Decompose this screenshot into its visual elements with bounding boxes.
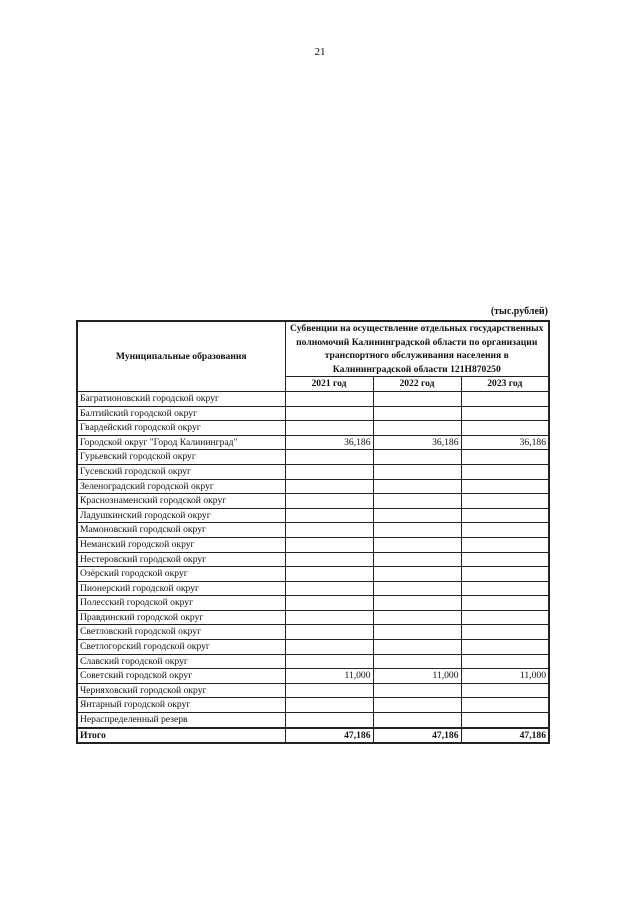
value-cell	[373, 537, 461, 552]
table-row	[77, 610, 549, 625]
value-cell	[285, 494, 373, 509]
value-cell	[373, 552, 461, 567]
municipality-name: Ладушкинский городской округ	[77, 508, 285, 523]
value-cell	[461, 508, 549, 523]
value-cell	[373, 683, 461, 698]
value-cell	[285, 508, 373, 523]
municipality-name: Правдинский городской округ	[77, 610, 285, 625]
value-cell	[461, 625, 549, 640]
value-cell	[461, 406, 549, 421]
table-row	[77, 479, 549, 494]
table-row	[77, 464, 549, 479]
municipality-name: Нераспределенный резерв	[77, 713, 285, 728]
column-header-year: 2023 год	[461, 377, 549, 392]
value-cell	[285, 464, 373, 479]
value-cell	[285, 391, 373, 406]
value-cell	[373, 654, 461, 669]
municipality-name: Зеленоградский городской округ	[77, 479, 285, 494]
value-cell	[373, 450, 461, 465]
table-row	[77, 523, 549, 538]
value-cell: 36,186	[285, 435, 373, 450]
value-cell	[373, 610, 461, 625]
value-cell: 11,000	[285, 669, 373, 684]
table-body	[77, 391, 549, 743]
value-cell	[285, 450, 373, 465]
municipality-name: Черняховский городской округ	[77, 683, 285, 698]
value-cell	[373, 421, 461, 436]
column-header-year: 2022 год	[373, 377, 461, 392]
column-header-subvention: Субвенции на осуществление отдельных государственных полномочий Калининградской области по организации транспортного обслуживания населения в Калининградской области 121Н870250	[285, 321, 549, 377]
value-cell	[373, 523, 461, 538]
value-cell	[373, 464, 461, 479]
table-row	[77, 596, 549, 611]
value-cell	[373, 406, 461, 421]
value-cell	[373, 567, 461, 582]
table-row	[77, 567, 549, 582]
column-header-year: 2021 год	[285, 377, 373, 392]
value-cell	[373, 596, 461, 611]
municipality-name: Озёрский городской округ	[77, 567, 285, 582]
value-cell	[461, 596, 549, 611]
municipality-name: Багратионовский городской округ	[77, 391, 285, 406]
value-cell	[461, 464, 549, 479]
value-cell	[285, 654, 373, 669]
municipality-name: Городской округ "Город Калининград"	[77, 435, 285, 450]
column-header-municipality: Муниципальные образования	[77, 321, 285, 391]
table-row	[77, 421, 549, 436]
value-cell	[373, 391, 461, 406]
value-cell	[373, 698, 461, 713]
value-cell	[285, 640, 373, 655]
value-cell	[285, 683, 373, 698]
table-row	[77, 654, 549, 669]
units-label: (тыс.рублей)	[490, 306, 548, 317]
value-cell	[461, 654, 549, 669]
value-cell	[373, 479, 461, 494]
value-cell	[285, 625, 373, 640]
value-cell	[461, 552, 549, 567]
value-cell	[285, 698, 373, 713]
table-row	[77, 669, 549, 684]
table-row	[77, 406, 549, 421]
municipality-name: Светлогорский городской округ	[77, 640, 285, 655]
total-value: 47,186	[373, 728, 461, 744]
municipality-name: Гусевский городской округ	[77, 464, 285, 479]
municipality-name: Пионерский городской округ	[77, 581, 285, 596]
value-cell	[373, 640, 461, 655]
table-row	[77, 683, 549, 698]
value-cell: 11,000	[373, 669, 461, 684]
value-cell	[461, 581, 549, 596]
value-cell	[461, 698, 549, 713]
table-row	[77, 494, 549, 509]
value-cell: 36,186	[373, 435, 461, 450]
value-cell	[285, 567, 373, 582]
table-row	[77, 508, 549, 523]
municipality-name: Славский городской округ	[77, 654, 285, 669]
table-row	[77, 625, 549, 640]
table-row	[77, 552, 549, 567]
value-cell	[373, 713, 461, 728]
municipality-name: Гурьевский городской округ	[77, 450, 285, 465]
table-row	[77, 435, 549, 450]
total-label: Итого	[77, 728, 285, 744]
municipality-name: Краснознаменский городской округ	[77, 494, 285, 509]
value-cell	[373, 494, 461, 509]
value-cell: 36,186	[461, 435, 549, 450]
value-cell	[461, 537, 549, 552]
value-cell	[461, 640, 549, 655]
municipality-name: Советский городской округ	[77, 669, 285, 684]
total-value: 47,186	[461, 728, 549, 744]
value-cell	[461, 567, 549, 582]
municipality-name: Мамоновский городской округ	[77, 523, 285, 538]
value-cell	[373, 508, 461, 523]
total-row	[77, 728, 549, 744]
table-row	[77, 450, 549, 465]
value-cell	[461, 523, 549, 538]
value-cell	[285, 713, 373, 728]
value-cell	[461, 494, 549, 509]
municipality-name: Нестеровский городской округ	[77, 552, 285, 567]
value-cell	[461, 421, 549, 436]
municipality-name: Гвардейский городской округ	[77, 421, 285, 436]
table-row	[77, 713, 549, 728]
value-cell	[285, 596, 373, 611]
value-cell	[285, 610, 373, 625]
value-cell	[461, 683, 549, 698]
value-cell	[461, 450, 549, 465]
value-cell	[373, 625, 461, 640]
subvention-table	[76, 320, 550, 744]
table-row	[77, 698, 549, 713]
value-cell	[461, 610, 549, 625]
municipality-name: Светловский городской округ	[77, 625, 285, 640]
value-cell	[285, 479, 373, 494]
value-cell: 11,000	[461, 669, 549, 684]
value-cell	[461, 713, 549, 728]
value-cell	[461, 479, 549, 494]
municipality-name: Янтарный городской округ	[77, 698, 285, 713]
value-cell	[461, 391, 549, 406]
value-cell	[285, 421, 373, 436]
table-row	[77, 537, 549, 552]
municipality-name: Полесский городской округ	[77, 596, 285, 611]
value-cell	[285, 537, 373, 552]
table-row	[77, 391, 549, 406]
value-cell	[285, 523, 373, 538]
value-cell	[285, 552, 373, 567]
table-row	[77, 581, 549, 596]
value-cell	[285, 581, 373, 596]
value-cell	[373, 581, 461, 596]
table-row	[77, 640, 549, 655]
municipality-name: Балтийский городской округ	[77, 406, 285, 421]
municipality-name: Неманский городской округ	[77, 537, 285, 552]
total-value: 47,186	[285, 728, 373, 744]
value-cell	[285, 406, 373, 421]
page-number: 21	[314, 46, 326, 58]
